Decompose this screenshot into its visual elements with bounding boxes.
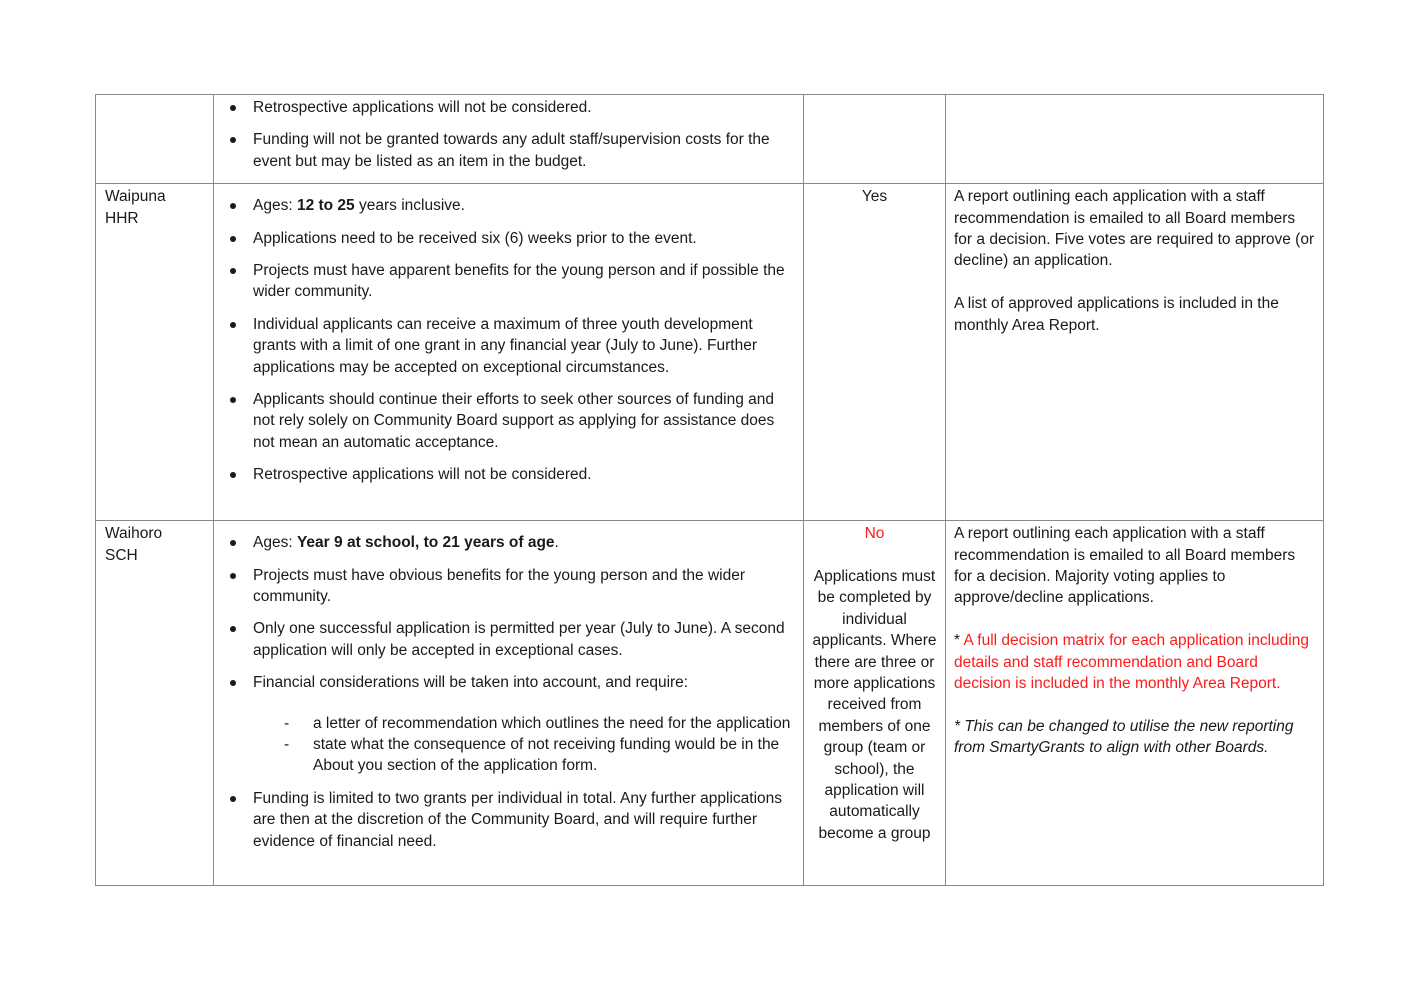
process-smartygrants-note: * This can be changed to utilise the new reporting from SmartyGrants to align with other Boards. — [954, 717, 1294, 757]
board-code: HHR — [105, 209, 139, 227]
bullet-icon — [230, 540, 236, 546]
document-page — [95, 94, 1323, 886]
criteria-item: Funding will not be granted towards any adult staff/supervision costs for the event but may be listed as an item in the budget. — [222, 129, 795, 172]
financial-requirement-item: - state what the consequence of not receiving funding would be in the About you section of the application form. — [284, 736, 780, 775]
bullet-icon — [230, 573, 236, 579]
process-reporting: A list of approved applications is included in the monthly Area Report. — [954, 295, 1279, 334]
process-cell — [946, 95, 1324, 184]
group-applications-status: No — [864, 525, 885, 543]
bullet-icon — [230, 397, 236, 403]
bullet-icon — [230, 322, 236, 328]
bullet-icon — [230, 796, 236, 802]
criteria-cell — [214, 95, 804, 184]
criteria-list — [222, 521, 795, 852]
bullet-icon — [230, 680, 236, 686]
bullet-icon — [230, 203, 236, 209]
criteria-list — [222, 95, 795, 172]
criteria-item-financial: Financial considerations will be taken into account, and require: - a letter of recommendation which outlines the need for the application - state what the consequence of not receiving funding would be in the About you section of the application form. — [222, 672, 795, 777]
table-row — [96, 95, 1324, 184]
bullet-icon — [230, 105, 236, 111]
table-row — [96, 184, 1324, 521]
process-description: A report outlining each application with a staff recommendation is emailed to all Board members for a decision. Majority voting applies to approve/decline applications. — [954, 525, 1296, 607]
bullet-icon — [230, 472, 236, 478]
board-cell — [96, 95, 214, 184]
dash-icon: - — [284, 736, 290, 754]
dash-icon: - — [284, 714, 290, 732]
process-decision-matrix-note: * A full decision matrix for each application including details and staff recommendation and Board decision is included in the monthly Area Report. — [954, 632, 1309, 693]
bullet-icon — [230, 626, 236, 632]
table-row — [96, 521, 1324, 886]
process-cell — [946, 184, 1324, 521]
group-applications-cell — [804, 521, 946, 886]
bullet-icon — [230, 268, 236, 274]
criteria-item: Applicants should continue their efforts to seek other sources of funding and not rely solely on Community Board support as applying for assistance does not mean an automatic acceptance. — [222, 389, 795, 453]
youth-grant-table — [95, 94, 1324, 886]
bullet-icon — [230, 137, 236, 143]
criteria-item: Retrospective applications will not be considered. — [222, 464, 795, 485]
criteria-item: Only one successful application is permitted per year (July to June). A second application will only be accepted in exceptional cases. — [222, 618, 795, 661]
group-applications-cell — [804, 95, 946, 184]
criteria-item: Individual applicants can receive a maximum of three youth development grants with a limit of one grant in any financial year (July to June). Further applications may be accepted on exceptional circumstances. — [222, 314, 795, 378]
criteria-item-ages: Ages: 12 to 25 years inclusive. — [222, 195, 795, 216]
criteria-item-ages: Ages: Year 9 at school, to 21 years of age. — [222, 532, 795, 553]
financial-requirements-list — [253, 702, 795, 777]
criteria-item: Applications need to be received six (6) weeks prior to the event. — [222, 228, 795, 249]
board-cell — [96, 521, 214, 886]
criteria-item: Retrospective applications will not be considered. — [222, 97, 795, 118]
group-applications-cell — [804, 184, 946, 521]
financial-requirement-item: - a letter of recommendation which outlines the need for the application — [253, 713, 795, 734]
criteria-item: Funding is limited to two grants per individual in total. Any further applications are then at the discretion of the Community Board, and will require further evidence of financial need. — [222, 788, 795, 852]
process-description: A report outlining each application with a staff recommendation is emailed to all Board members for a decision. Five votes are required to approve (or decline) an application. — [954, 188, 1315, 270]
bullet-icon — [230, 236, 236, 242]
criteria-cell — [214, 521, 804, 886]
criteria-list — [222, 184, 795, 485]
criteria-item: Projects must have apparent benefits for the young person and if possible the wider community. — [222, 260, 795, 303]
board-cell — [96, 184, 214, 521]
criteria-cell — [214, 184, 804, 521]
board-name: Waipuna — [105, 188, 166, 206]
group-applications-status: Yes — [861, 188, 888, 206]
board-code: SCH — [105, 546, 138, 564]
process-cell — [946, 521, 1324, 886]
group-applications-note: Applications must be completed by individual applicants. Where there are three or more applications received from members of one group (team or school), the application will automatically become a group — [812, 568, 937, 842]
board-name: Waihoro — [105, 525, 163, 543]
criteria-item: Projects must have obvious benefits for the young person and the wider community. — [222, 565, 795, 608]
